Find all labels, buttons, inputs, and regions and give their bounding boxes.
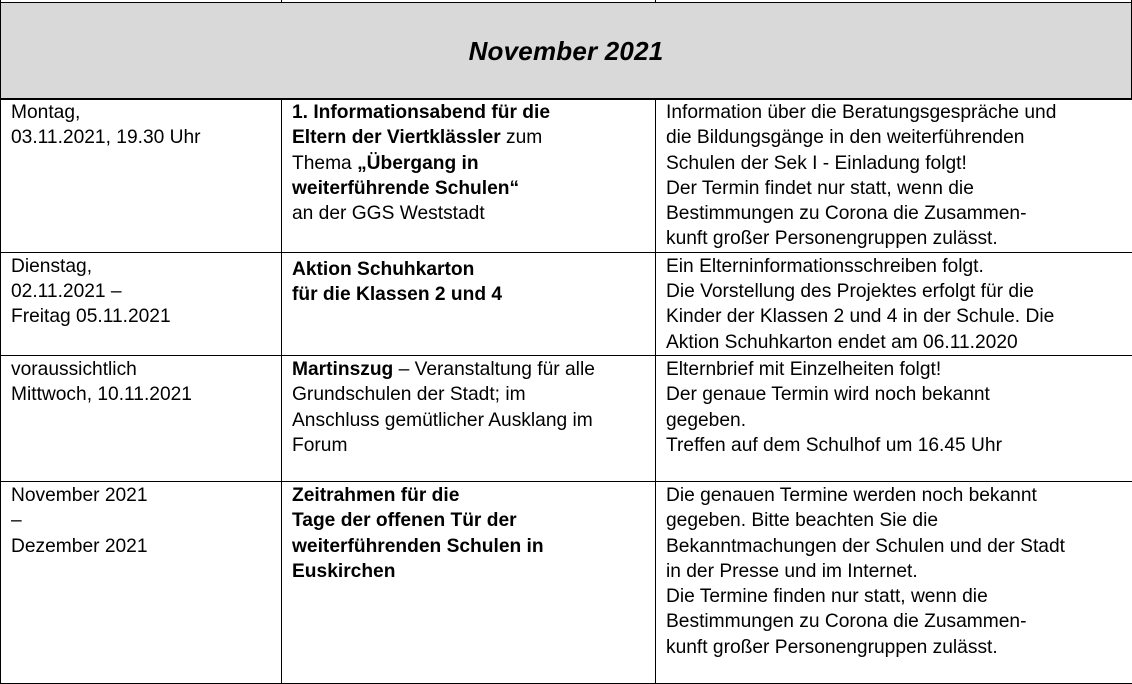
info-line: in der Presse und im Internet. (666, 559, 1125, 584)
date-line: Mittwoch, 10.11.2021 (11, 382, 274, 407)
event-line: Grundschulen der Stadt; im (292, 382, 648, 407)
event-line: Zeitrahmen für die (292, 483, 648, 508)
date-line: Freitag 05.11.2021 (11, 304, 274, 329)
date-cell (1, 355, 282, 481)
info-line: kunft großer Personengruppen zulässt. (666, 226, 1125, 251)
event-cell (282, 252, 656, 355)
info-line: Aktion Schuhkarton endet am 06.11.2020 (666, 330, 1125, 355)
info-line: Die genauen Termine werden noch bekannt (666, 483, 1125, 508)
info-cell (656, 481, 1132, 683)
event-bold-text: Martinszug (292, 359, 393, 380)
event-cell (282, 481, 656, 683)
schedule-table (0, 98, 1132, 684)
event-line: weiterführende Schulen“ (292, 176, 648, 201)
event-bold-text: Eltern der Viertklässler (292, 127, 501, 148)
event-text: – Veranstaltung für alle (393, 359, 595, 380)
info-line: Ein Elterninformationsschreiben folgt. (666, 254, 1125, 279)
info-line: Der genaue Termin wird noch bekannt (666, 382, 1125, 407)
event-text: Thema (292, 153, 357, 174)
event-line (292, 125, 648, 150)
info-line: Kinder der Klassen 2 und 4 in der Schule. Die (666, 304, 1125, 329)
event-line (292, 357, 648, 382)
event-line: für die Klassen 2 und 4 (292, 282, 648, 307)
event-bold-text: „Übergang in (357, 153, 479, 174)
info-line: Die Vorstellung des Projektes erfolgt für die (666, 279, 1125, 304)
info-line: Bekanntmachungen der Schulen und der Stadt (666, 534, 1125, 559)
info-cell (656, 252, 1132, 355)
info-line: gegeben. Bitte beachten Sie die (666, 508, 1125, 533)
info-line: gegeben. (666, 408, 1125, 433)
table-row (1, 252, 1132, 355)
event-line: an der GGS Weststadt (292, 201, 648, 226)
table-row (1, 99, 1132, 253)
info-line: Information über die Beratungsgespräche und (666, 100, 1125, 125)
event-cell (282, 355, 656, 481)
info-line: Elternbrief mit Einzelheiten folgt! (666, 357, 1125, 382)
event-line: Euskirchen (292, 559, 648, 584)
info-line: Der Termin findet nur statt, wenn die (666, 176, 1125, 201)
date-line: voraussichtlich (11, 357, 274, 382)
event-line: 1. Informationsabend für die (292, 100, 648, 125)
info-line: kunft großer Personengruppen zulässt. (666, 635, 1125, 660)
event-text: zum (501, 127, 543, 148)
table-row (1, 355, 1132, 481)
date-line: – (11, 508, 274, 533)
info-cell (656, 355, 1132, 481)
date-line: 03.11.2021, 19.30 Uhr (11, 125, 274, 150)
month-header (0, 2, 1132, 100)
info-line: Die Termine finden nur statt, wenn die (666, 584, 1125, 609)
date-cell (1, 481, 282, 683)
date-line: Dienstag, (11, 254, 274, 279)
event-cell (282, 99, 656, 253)
event-line: Tage der offenen Tür der (292, 508, 648, 533)
info-line: Treffen auf dem Schulhof um 16.45 Uhr (666, 433, 1125, 458)
date-line: 02.11.2021 – (11, 279, 274, 304)
month-title: November 2021 (469, 36, 664, 67)
info-cell (656, 99, 1132, 253)
date-cell (1, 252, 282, 355)
date-line: Dezember 2021 (11, 534, 274, 559)
date-line: Montag, (11, 100, 274, 125)
table-row (1, 481, 1132, 683)
event-line: Aktion Schuhkarton (292, 257, 648, 282)
date-line: November 2021 (11, 483, 274, 508)
event-line: Anschluss gemütlicher Ausklang im (292, 408, 648, 433)
event-line: weiterführenden Schulen in (292, 534, 648, 559)
event-line: Forum (292, 433, 648, 458)
info-line: Bestimmungen zu Corona die Zusammen- (666, 609, 1125, 634)
date-cell (1, 99, 282, 253)
info-line: die Bildungsgänge in den weiterführenden (666, 125, 1125, 150)
info-line: Bestimmungen zu Corona die Zusammen- (666, 201, 1125, 226)
info-line: Schulen der Sek I - Einladung folgt! (666, 151, 1125, 176)
event-line (292, 151, 648, 176)
